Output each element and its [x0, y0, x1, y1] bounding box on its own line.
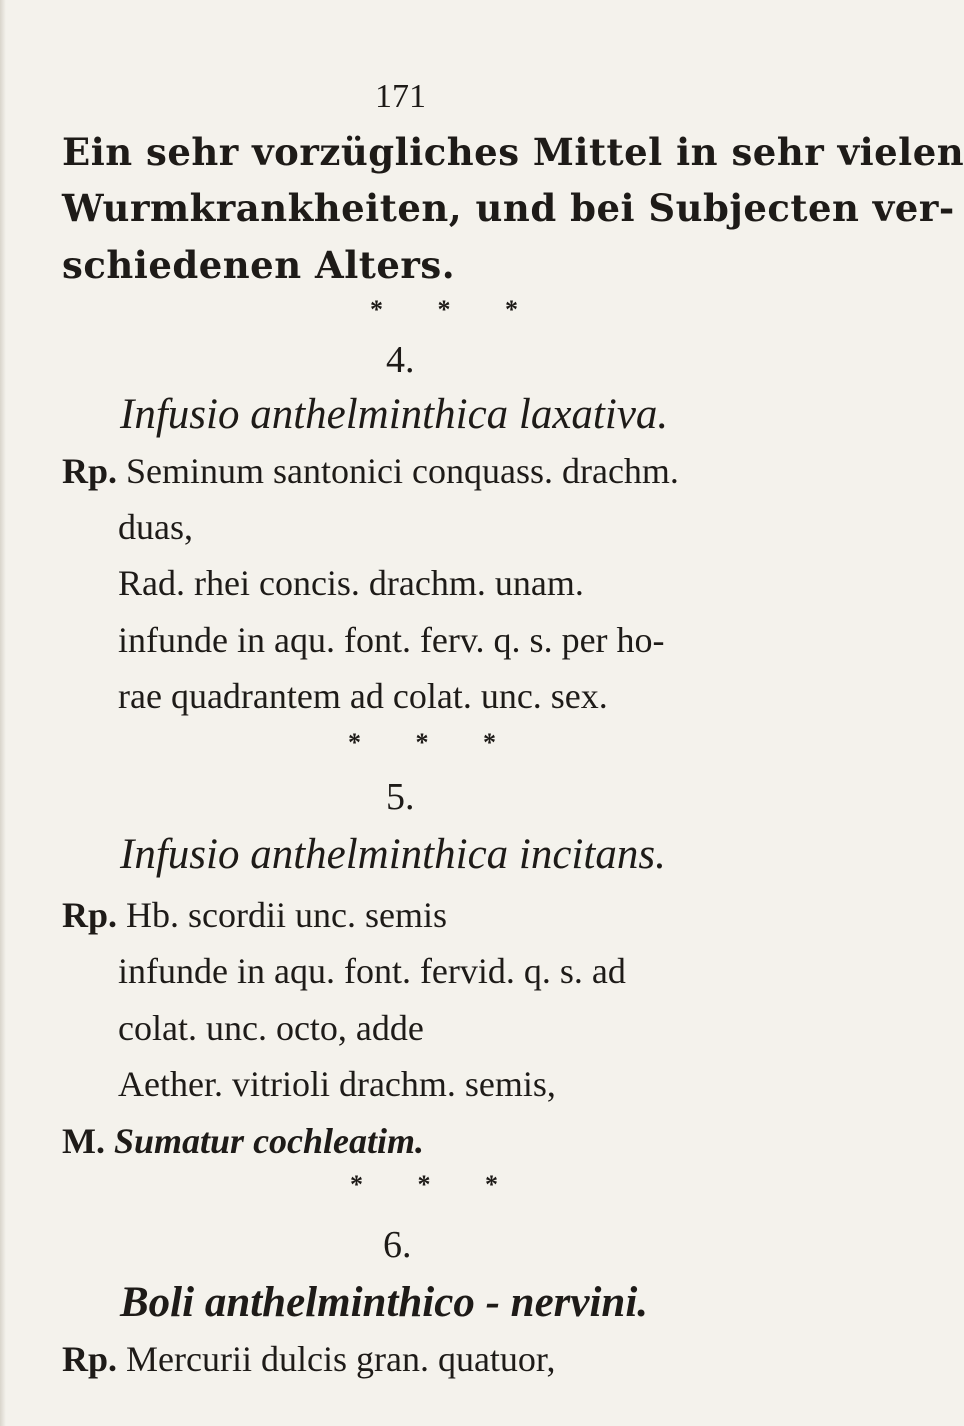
recipe-4-title: Infusio anthelminthica laxativa.: [120, 391, 669, 438]
intro-line-2: Wurmkrankheiten, und bei Subjecten ver-: [62, 186, 955, 230]
page-number: 171: [375, 78, 426, 115]
separator-3: * * *: [350, 1170, 522, 1199]
recipe-4-line-1: [62, 450, 679, 492]
recipe-5-number: 5.: [386, 776, 415, 818]
recipe-4-line-5: rae quadrantem ad colat. unc. sex.: [118, 676, 608, 716]
recipe-prefix: Rp.: [62, 895, 118, 935]
recipe-4-line-2: duas,: [118, 507, 193, 547]
page-edge-shadow: [0, 0, 6, 1426]
recipe-text: Sumatur cochleatim.: [113, 1121, 425, 1161]
recipe-5-title: Infusio anthelminthica incitans.: [120, 831, 666, 878]
recipe-5-line-5: [62, 1120, 424, 1162]
recipe-6-line-1: [62, 1338, 555, 1380]
separator-1: * * *: [370, 295, 542, 324]
separator-2: * * *: [348, 728, 520, 757]
intro-line-1: Ein sehr vorzügliches Mittel in sehr vielen: [62, 130, 964, 174]
recipe-text: Hb. scordii unc. semis: [126, 895, 447, 935]
intro-line-3: schiedenen Alters.: [62, 243, 456, 287]
recipe-5-line-4: Aether. vitrioli drachm. semis,: [118, 1064, 556, 1104]
recipe-text: Seminum santonici conquass. drachm.: [126, 451, 679, 491]
recipe-6-number: 6.: [383, 1224, 412, 1266]
recipe-text: Mercurii dulcis gran. quatuor,: [126, 1339, 556, 1379]
recipe-6-title: Boli anthelminthico - nervini.: [120, 1279, 649, 1326]
recipe-prefix: Rp.: [62, 1339, 118, 1379]
recipe-5-line-3: colat. unc. octo, adde: [118, 1008, 424, 1048]
recipe-prefix: M.: [62, 1121, 105, 1161]
recipe-5-line-1: [62, 894, 447, 936]
recipe-4-number: 4.: [386, 339, 415, 381]
recipe-prefix: Rp.: [62, 451, 118, 491]
recipe-5-line-2: infunde in aqu. font. fervid. q. s. ad: [118, 951, 626, 991]
recipe-4-line-3: Rad. rhei concis. drachm. unam.: [118, 563, 584, 603]
recipe-4-line-4: infunde in aqu. font. ferv. q. s. per ho-: [118, 620, 665, 660]
